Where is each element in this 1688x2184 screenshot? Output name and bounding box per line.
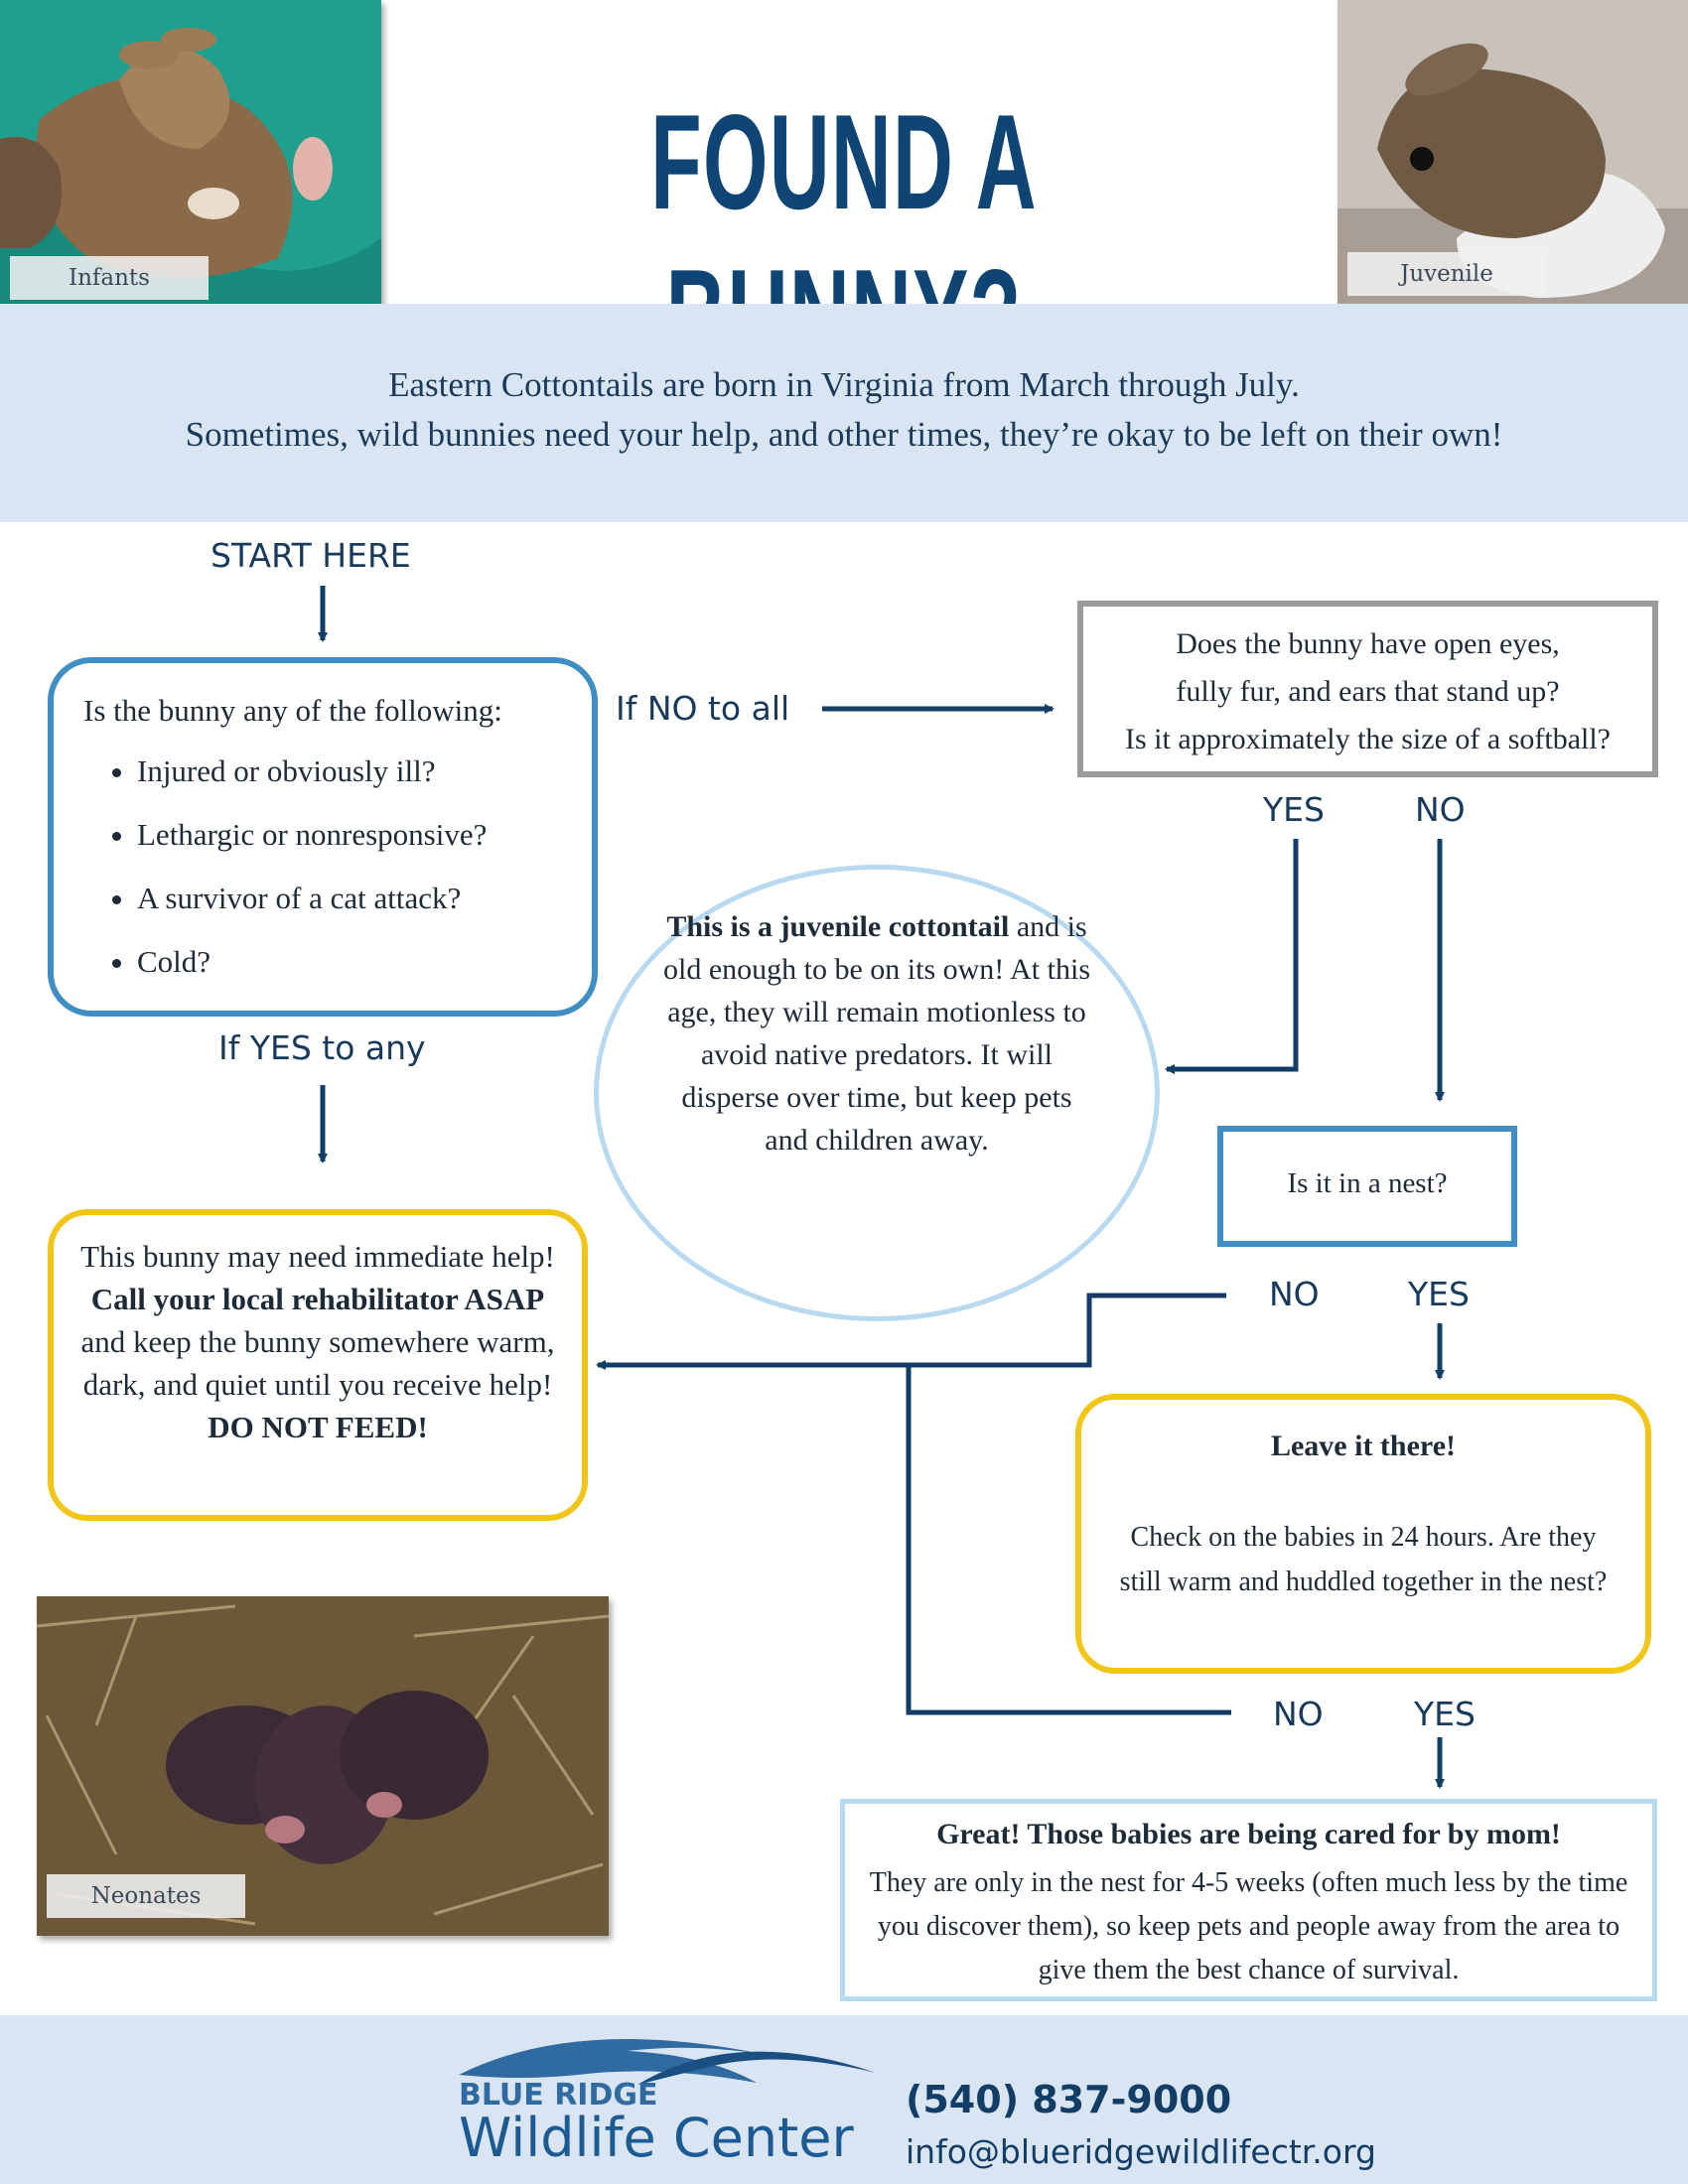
juvenile-info-bold: This is a juvenile cottontail	[666, 910, 1010, 943]
nest-question: Is it in a nest?	[1287, 1167, 1448, 1199]
if-yes-to-any-label: If YES to any	[218, 1028, 426, 1067]
call-rehabilitator-text	[73, 1235, 562, 1448]
check-yes-label: YES	[1414, 1695, 1476, 1733]
leave-it-title: Leave it there!	[1270, 1430, 1457, 1462]
nest-yes-label: YES	[1408, 1275, 1470, 1313]
condition-item: • Cold?	[137, 943, 487, 1007]
logo-wildlife-center-text: Wildlife Center	[459, 2107, 854, 2169]
help-instructions: and keep the bunny somewhere warm, dark, and quiet until you receive help!	[80, 1324, 555, 1402]
page-title: FOUND A	[650, 86, 1038, 237]
juvenile-info-circle	[594, 865, 1160, 1321]
maturity-question-box	[1077, 601, 1658, 777]
maturity-question-line: Is it approximately the size of a softball?	[1124, 723, 1611, 755]
intro-line-2: Sometimes, wild bunnies need your help, and other times, they’re okay to be left on their own!	[185, 415, 1503, 454]
leave-it-box	[1075, 1394, 1651, 1674]
condition-question: Is the bunny any of the following:	[83, 693, 502, 728]
q2-yes-label: YES	[1263, 790, 1325, 829]
juvenile-label: Juvenile	[1347, 252, 1546, 296]
email-address[interactable]: info@blueridgewildlifectr.org	[906, 2132, 1376, 2171]
logo-blue-ridge-text: BLUE RIDGE	[459, 2078, 658, 2113]
condition-list	[89, 752, 487, 1007]
condition-item: • Injured or obviously ill?	[137, 752, 487, 816]
nest-question-box	[1217, 1126, 1517, 1247]
leave-it-body: Check on the babies in 24 hours. Are they still warm and huddled together in the nest?	[1119, 1522, 1608, 1597]
if-no-to-all-label: If NO to all	[616, 689, 790, 728]
infants-label: Infants	[10, 256, 209, 300]
nest-no-label: NO	[1269, 1275, 1320, 1313]
cared-for-box	[840, 1799, 1657, 2001]
maturity-question-line: fully fur, and ears that stand up?	[1176, 675, 1560, 708]
phone-number[interactable]: (540) 837-9000	[906, 2078, 1232, 2121]
check-no-label: NO	[1273, 1695, 1324, 1733]
intro-line-1: Eastern Cottontails are born in Virginia from March through July.	[388, 365, 1300, 404]
maturity-question-line: Does the bunny have open eyes,	[1176, 627, 1560, 660]
cared-for-title: Great! Those babies are being cared for by mom!	[936, 1818, 1561, 1850]
cared-for-body: They are only in the nest for 4-5 weeks (often much less by the time you discover them), so keep pets and people away from the area to give them the best chance of survival.	[869, 1867, 1628, 1985]
condition-question-box	[48, 657, 598, 1017]
help-call-bold: Call your local rehabilitator ASAP	[90, 1282, 545, 1316]
call-rehabilitator-box	[48, 1209, 588, 1521]
maturity-question	[1083, 620, 1652, 763]
condition-item: • A survivor of a cat attack?	[137, 880, 487, 943]
help-intro: This bunny may need immediate help!	[80, 1239, 555, 1274]
juvenile-info-text	[658, 905, 1095, 1161]
do-not-feed: DO NOT FEED!	[208, 1410, 428, 1444]
condition-item: • Lethargic or nonresponsive?	[137, 816, 487, 880]
neonates-label: Neonates	[47, 1874, 245, 1918]
juvenile-info-rest: and is old enough to be on its own! At this age, they will remain motionless to avoid native predators. It will disperse over time, but keep pets and children away.	[663, 910, 1090, 1157]
q2-no-label: NO	[1415, 790, 1466, 829]
start-here-label: START HERE	[211, 536, 411, 575]
